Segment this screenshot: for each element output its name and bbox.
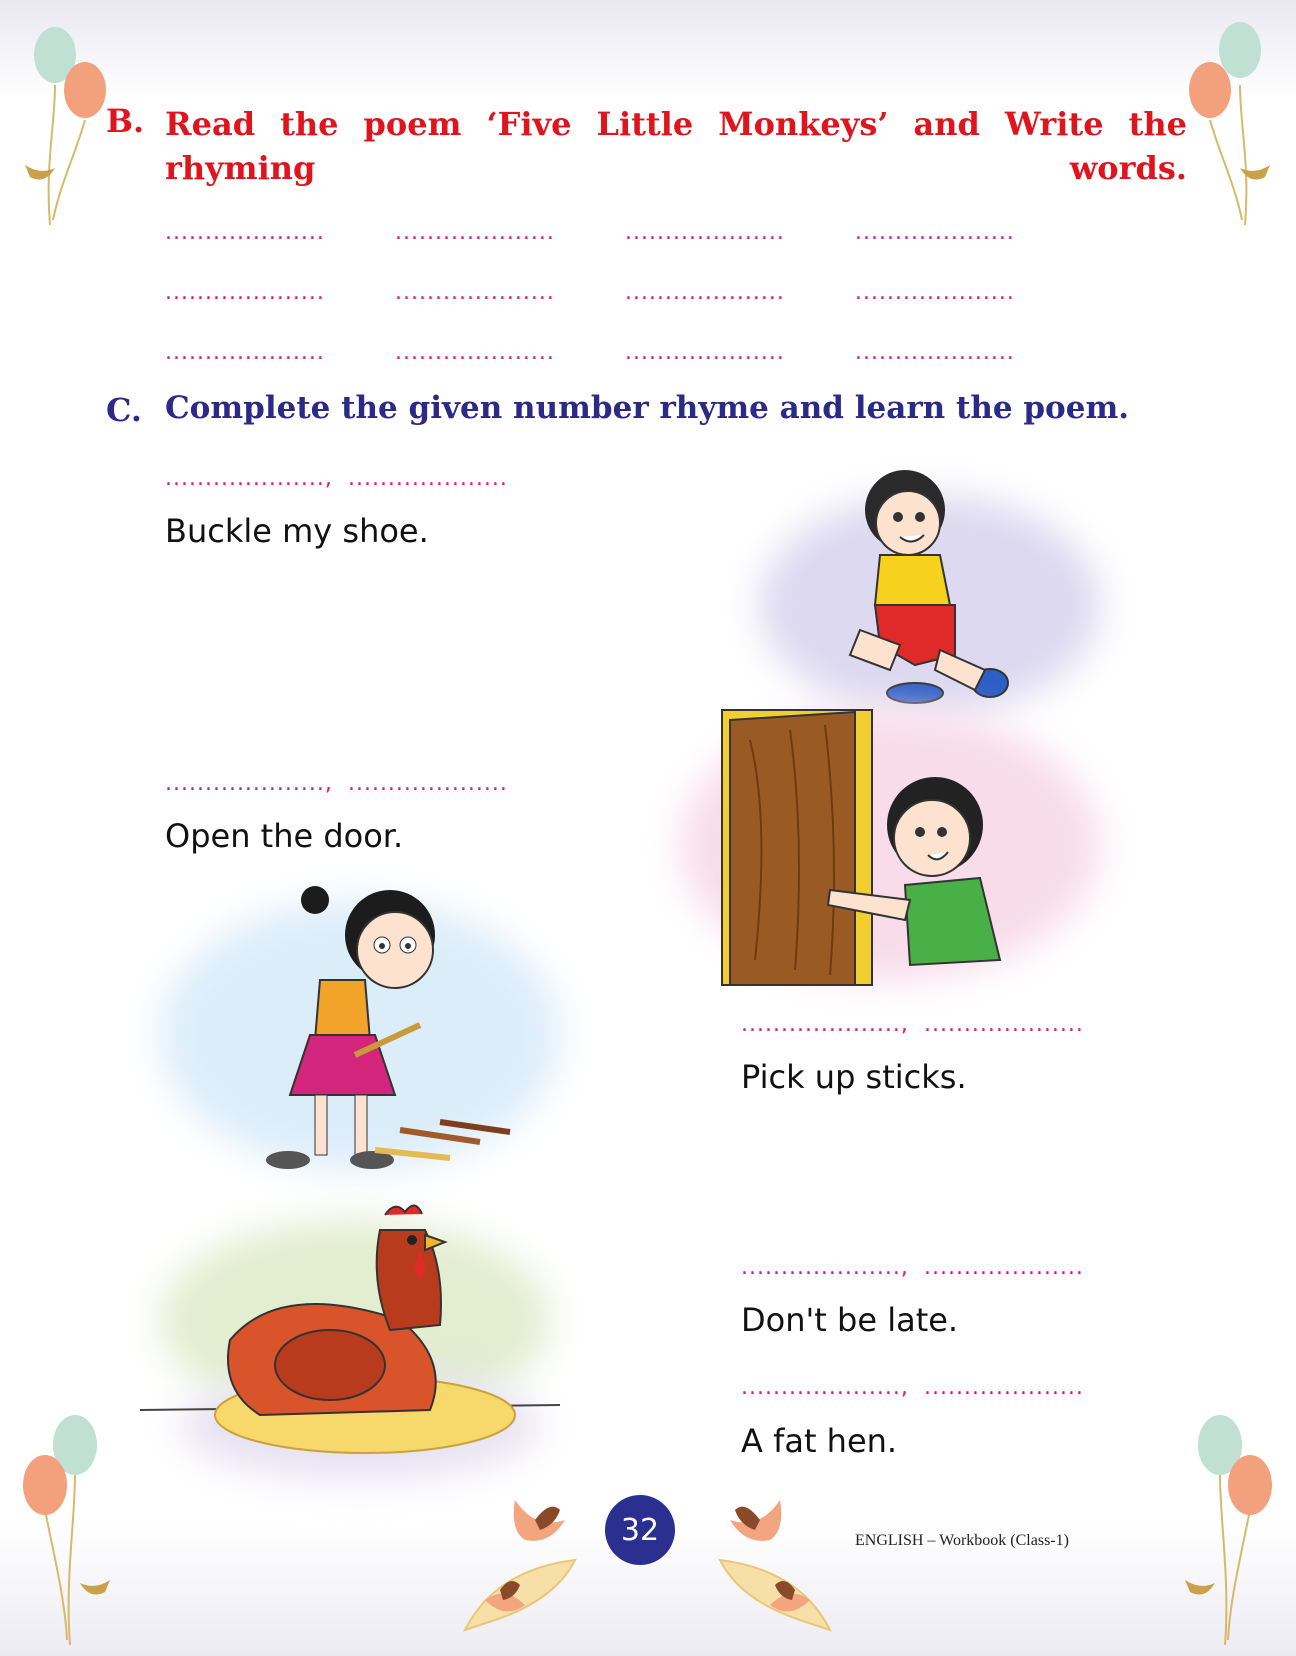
boy-opening-door-illustration (680, 700, 1100, 990)
answer-blank[interactable]: .................... (855, 220, 1015, 245)
answer-blank[interactable]: .................... (347, 771, 508, 796)
answer-blank[interactable]: .................... (923, 1375, 1084, 1400)
answer-blank[interactable]: .................... (741, 1255, 901, 1280)
girl-picking-sticks-illustration (150, 860, 570, 1180)
answer-blank[interactable]: .................... (923, 1012, 1084, 1037)
section-b-instruction: Read the poem ‘Five Little Monkeys’ and Write the rhyming words. (165, 105, 1187, 187)
rhyme-blank-pair (741, 1012, 1084, 1037)
answer-blank[interactable]: .................... (395, 340, 555, 365)
rhyme-blank-pair (165, 466, 508, 491)
rhyme-blank-pair (741, 1255, 1084, 1280)
answer-blank[interactable]: .................... (165, 771, 325, 796)
rhyme-line: A fat hen. (741, 1422, 898, 1460)
rhyme-line: Pick up sticks. (741, 1058, 967, 1096)
rhyme-blank-pair (165, 771, 508, 796)
section-b-answer-grid (165, 220, 1065, 400)
rhyme-line: Buckle my shoe. (165, 512, 429, 550)
rhyme-line: Don't be late. (741, 1301, 959, 1339)
bird-ribbon-decoration-right (700, 1490, 840, 1640)
answer-blank[interactable]: .................... (347, 466, 508, 491)
comma: , (324, 771, 333, 796)
bird-ribbon-decoration-left (455, 1490, 595, 1640)
comma: , (900, 1012, 909, 1037)
page-number: 32 (605, 1495, 675, 1565)
answer-blank[interactable]: .................... (395, 220, 555, 245)
rhyme-blank-pair (741, 1375, 1084, 1400)
answer-blank[interactable]: .................... (165, 466, 325, 491)
boy-tying-shoe-illustration (740, 455, 1120, 725)
balloon-decoration-bottom-right (1170, 1400, 1280, 1650)
answer-blank[interactable]: .................... (165, 340, 325, 365)
comma: , (900, 1375, 909, 1400)
comma: , (900, 1255, 909, 1280)
answer-blank[interactable]: .................... (625, 220, 785, 245)
section-c-instruction: Complete the given number rhyme and learn the poem. (165, 390, 1130, 426)
answer-blank[interactable]: .................... (625, 280, 785, 305)
answer-blank[interactable]: .................... (395, 280, 555, 305)
comma: , (324, 466, 333, 491)
answer-blank[interactable]: .................... (855, 340, 1015, 365)
rhyme-line: Open the door. (165, 817, 404, 855)
answer-blank[interactable]: .................... (855, 280, 1015, 305)
answer-blank[interactable]: .................... (165, 220, 325, 245)
answer-blank[interactable]: .................... (741, 1012, 901, 1037)
answer-blank[interactable]: .................... (741, 1375, 901, 1400)
answer-blank[interactable]: .................... (165, 280, 325, 305)
hen-on-nest-illustration (140, 1190, 570, 1490)
book-title: ENGLISH – Workbook (Class-1) (855, 1532, 1069, 1549)
answer-blank[interactable]: .................... (923, 1255, 1084, 1280)
section-b-letter: B. (106, 102, 145, 140)
balloon-decoration-bottom-left (15, 1400, 125, 1650)
answer-blank[interactable]: .................... (625, 340, 785, 365)
section-c-letter: C. (106, 391, 143, 429)
